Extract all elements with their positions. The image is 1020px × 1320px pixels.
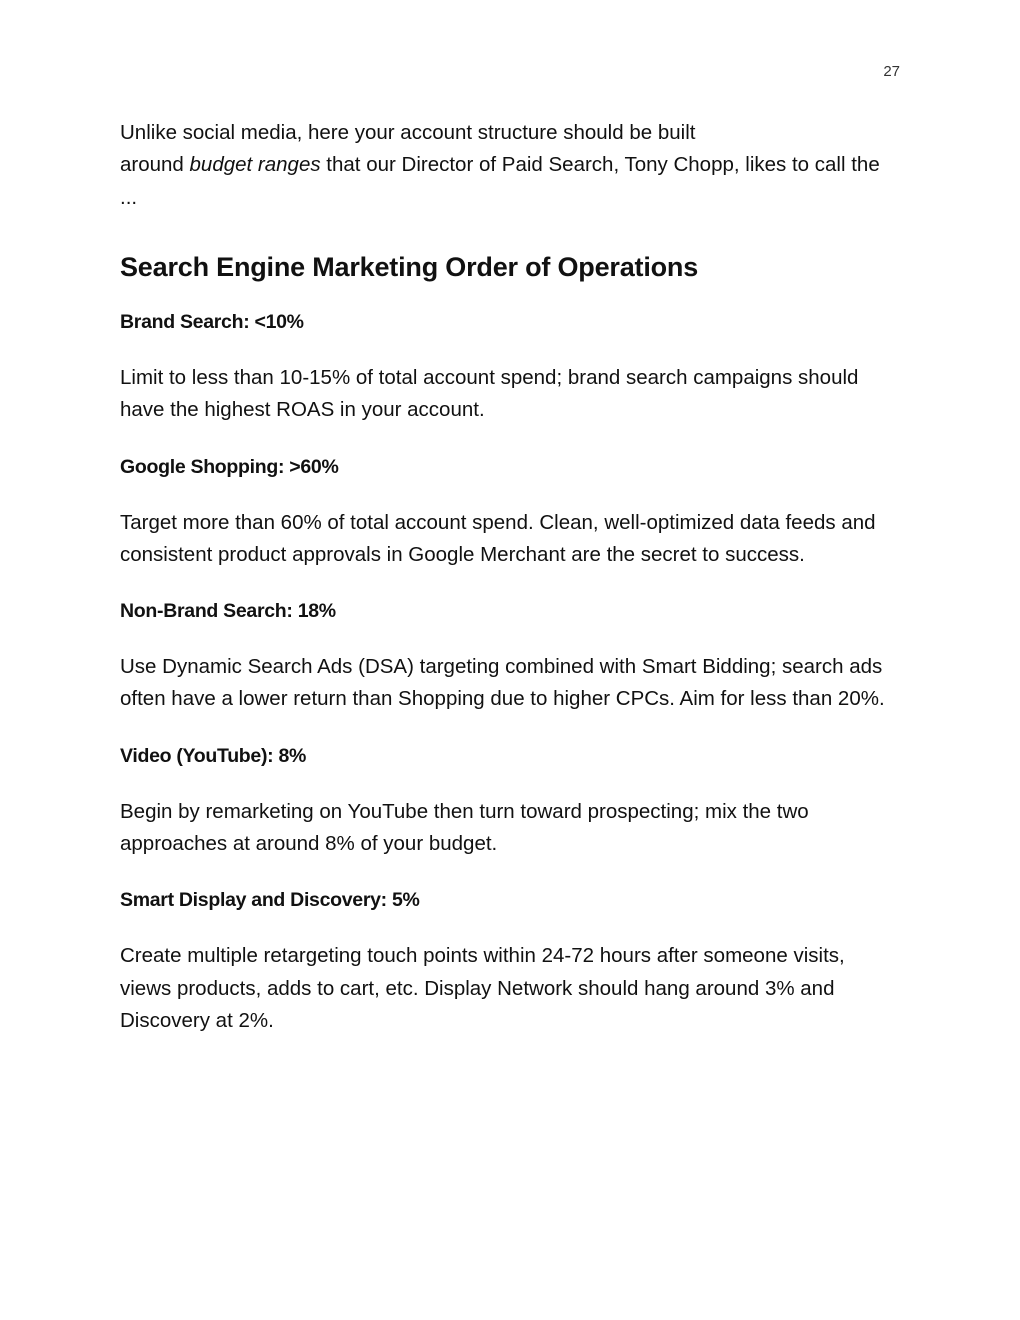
item-heading: Smart Display and Discovery: 5% xyxy=(120,889,420,912)
item-body: Create multiple retargeting touch points within 24-72 hours after someone visits, views products, adds to cart, etc. Display Network should hang around 3% and Discovery at 2%. xyxy=(120,944,845,1032)
operations-list xyxy=(120,310,900,1065)
page-content xyxy=(120,117,900,1032)
item-heading: Brand Search: <10% xyxy=(120,311,304,333)
list-item-brand-search xyxy=(120,310,900,427)
page-number: 27 xyxy=(883,63,900,80)
item-body: Limit to less than 10-15% of total account spend; brand search campaigns should have the highest ROAS in your account. xyxy=(120,366,859,422)
item-heading: Google Shopping: >60% xyxy=(120,455,339,478)
list-item-google-shopping xyxy=(120,455,900,572)
item-body: Target more than 60% of total account spend. Clean, well-optimized data feeds and consistent product approvals in Google Merchant are the secret to success. xyxy=(120,510,876,566)
intro-line-1: Unlike social media, here your account structure should be built xyxy=(120,121,696,144)
list-item-video-youtube xyxy=(120,744,900,861)
item-heading: Non-Brand Search: 18% xyxy=(120,600,336,623)
item-body: Use Dynamic Search Ads (DSA) targeting combined with Smart Bidding; search ads often have a lower return than Shopping due to higher CPCs. Aim for less than 20%. xyxy=(120,655,885,711)
item-body: Begin by remarketing on YouTube then turn toward prospecting; mix the two approaches at around 8% of your budget. xyxy=(120,799,809,856)
item-heading: Video (YouTube): 8% xyxy=(120,744,307,767)
list-item-smart-display-discovery xyxy=(120,888,900,1037)
intro-line-2-before: around xyxy=(120,153,190,177)
intro-line-2-after: that our Director of Paid Search, Tony Chopp, likes to call the ... xyxy=(120,153,880,209)
list-item-non-brand-search xyxy=(120,599,900,716)
intro-emphasis: budget ranges xyxy=(189,153,321,177)
section-title: Search Engine Marketing Order of Operations xyxy=(120,252,699,282)
intro-paragraph xyxy=(120,117,900,214)
